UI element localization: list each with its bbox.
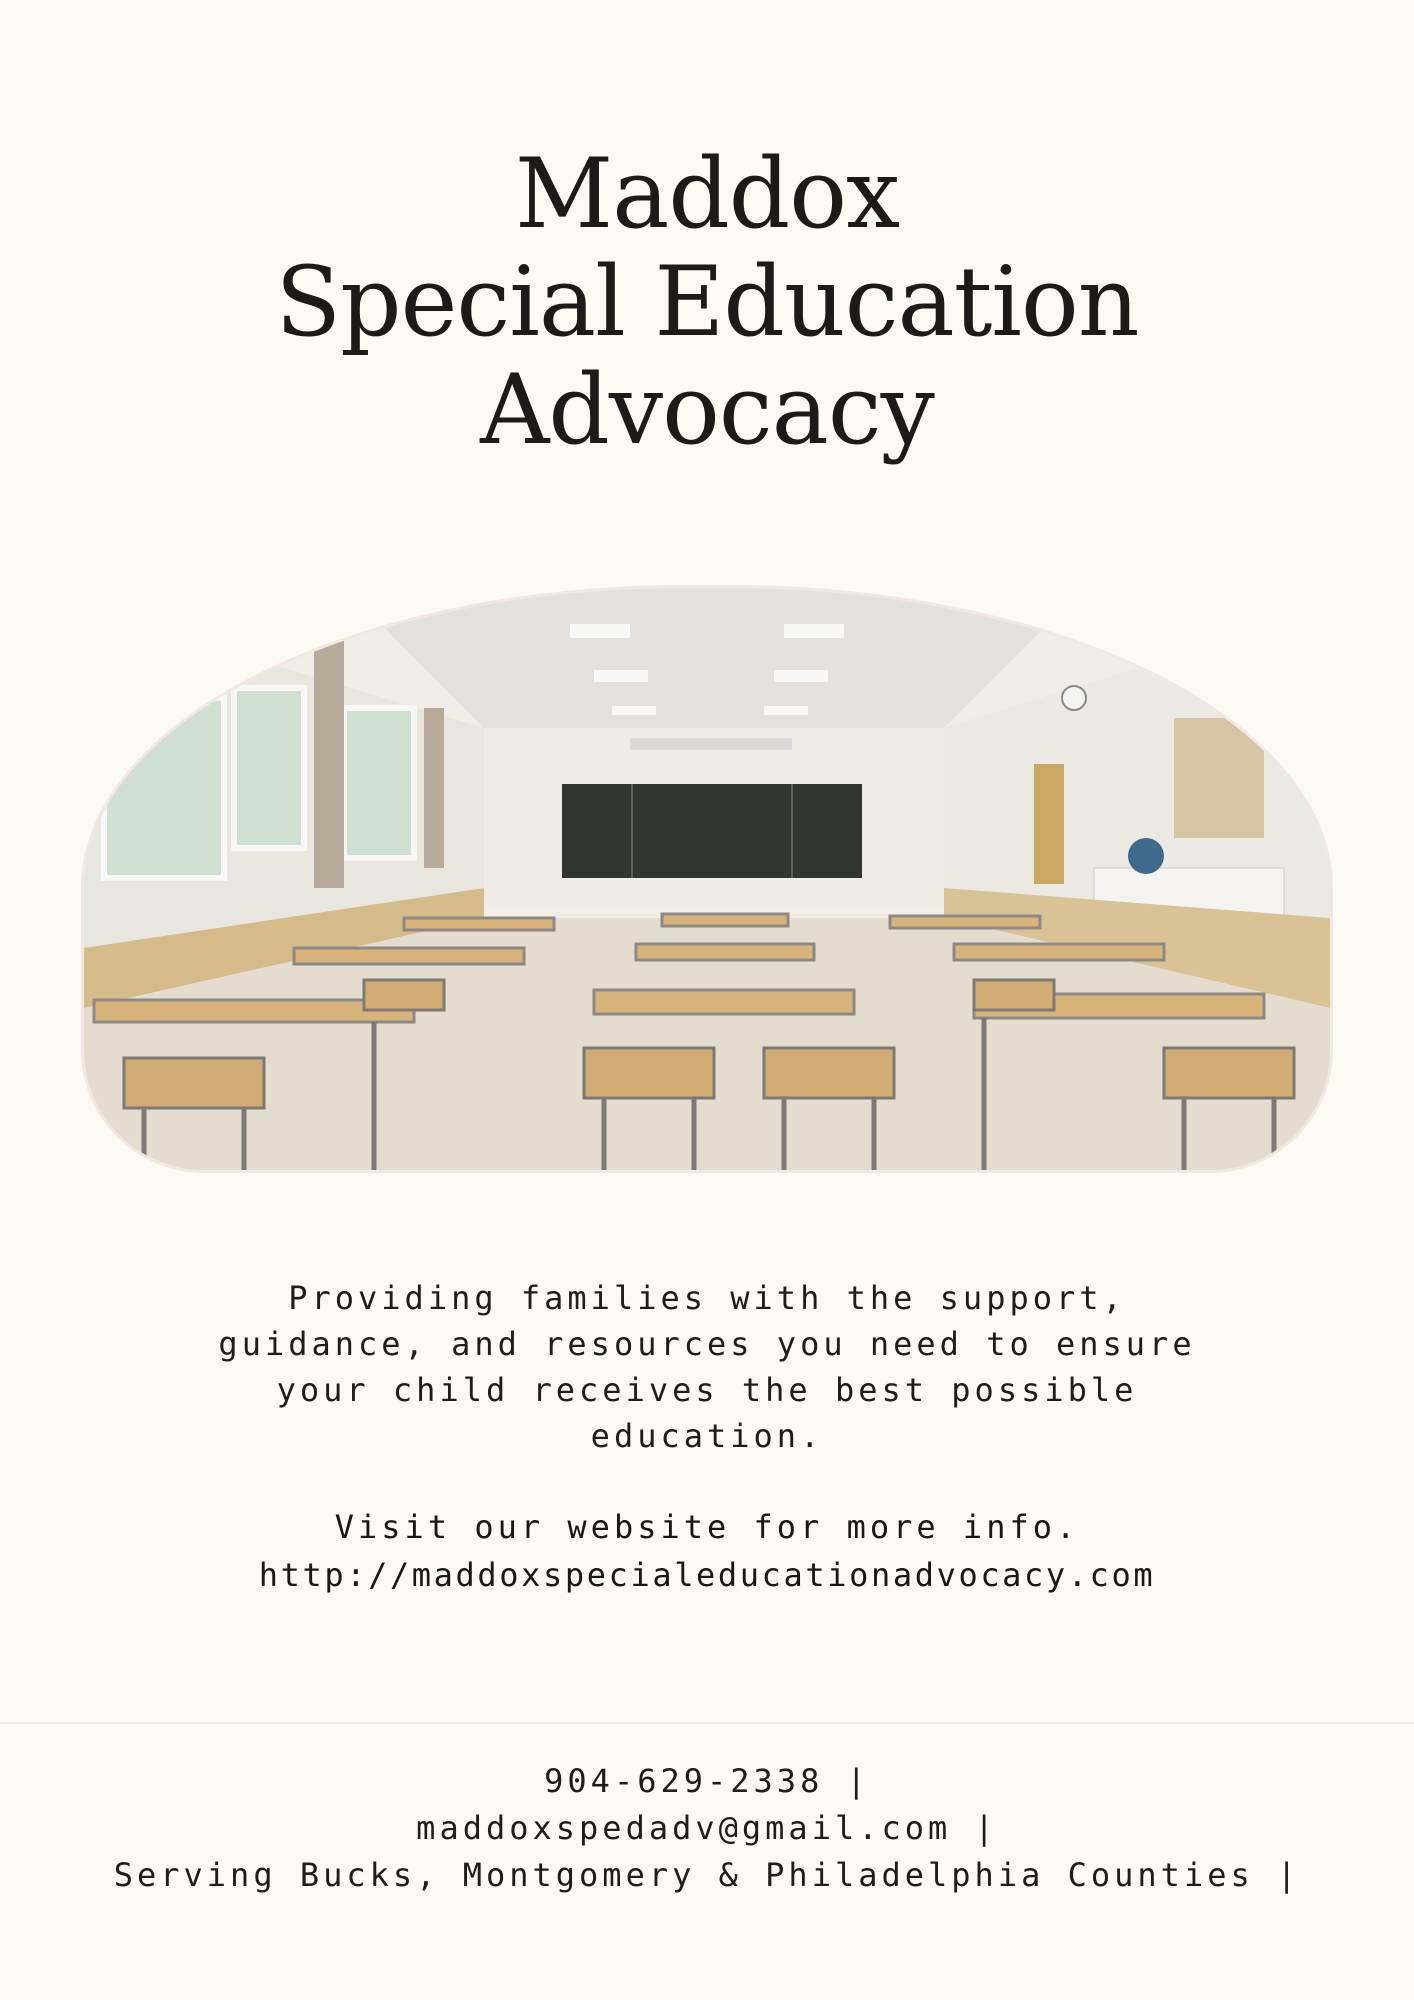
visit-website-text: Visit our website for more info. <box>334 1508 1080 1546</box>
title-line-2: Special Education <box>275 246 1139 358</box>
classroom-photo <box>84 588 1330 1170</box>
service-area: Serving Bucks, Montgomery & Philadelphia Counties | <box>113 1856 1301 1894</box>
email-address[interactable]: maddoxspedadv@gmail.com | <box>416 1809 998 1847</box>
page-title <box>0 140 1414 464</box>
tagline: Providing families with the support, guidance, and resources you need to ensure your child receives the best possible education. <box>218 1279 1196 1455</box>
website-link[interactable]: http://maddoxspecialeducationadvocacy.com <box>258 1556 1156 1594</box>
title-line-3: Advocacy <box>480 354 934 466</box>
phone-number[interactable]: 904-629-2338 | <box>544 1762 870 1800</box>
title-line-1: Maddox <box>514 138 900 250</box>
classroom-illustration <box>84 588 1330 1170</box>
footer-divider <box>0 1722 1414 1724</box>
